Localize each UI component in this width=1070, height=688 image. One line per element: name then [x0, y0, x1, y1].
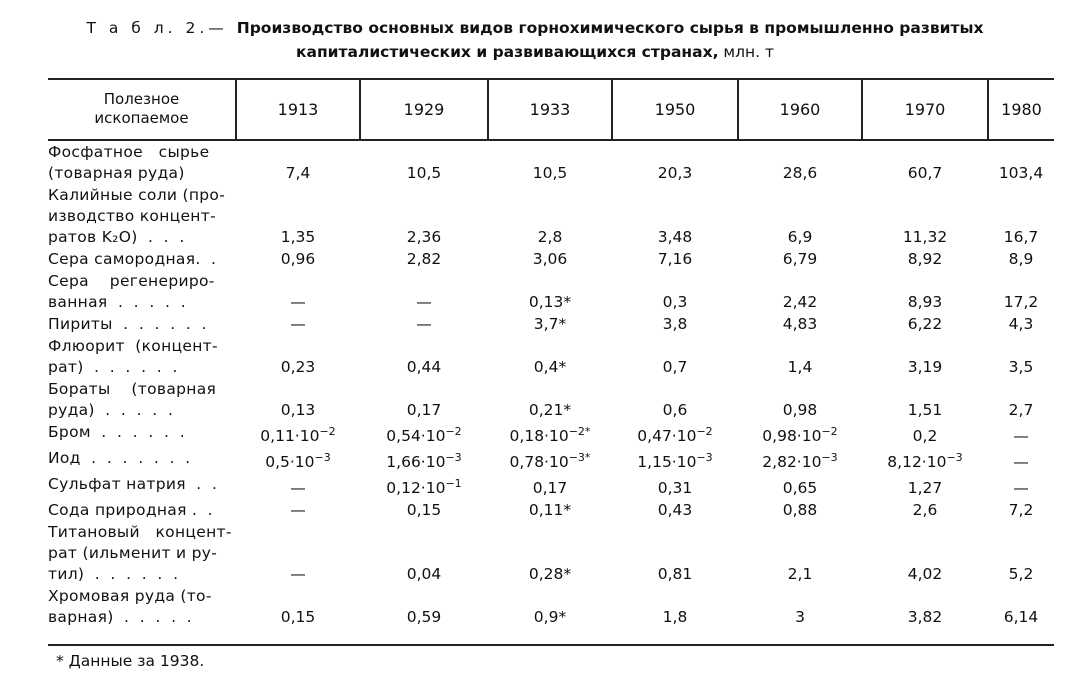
- caption-title-2: капиталистических и развивающихся странах,: [295, 43, 719, 61]
- value-cell: 3,48: [657, 228, 693, 246]
- mineral-name-line: варная) . . . . .: [48, 608, 192, 626]
- value-cell: 10,5: [406, 164, 442, 182]
- mineral-name: [48, 521, 236, 585]
- mineral-name-line: рат) . . . . . .: [48, 358, 178, 376]
- table-row: [48, 378, 1054, 421]
- column-header-year: 1913: [236, 79, 360, 140]
- mineral-name-line: Хромовая руда (то-: [48, 587, 212, 605]
- value-cell: 0,65: [782, 479, 818, 497]
- mineral-name-line: Сера самородная. .: [48, 250, 217, 268]
- value-cell: [738, 421, 862, 447]
- value-cell: 2,36: [406, 228, 442, 246]
- value-cell: 2,7: [1008, 401, 1034, 419]
- value-cell: —: [290, 479, 306, 497]
- value-cell: [488, 421, 612, 447]
- column-header-year: 1960: [738, 79, 862, 140]
- mineral-name-line: руда) . . . . .: [48, 401, 174, 419]
- value-cell: [862, 447, 988, 473]
- value-exponent: −3*: [568, 450, 591, 464]
- value-cell: 0,3: [662, 293, 688, 311]
- value-exponent: −3: [314, 450, 331, 464]
- value-cell: 1,8: [662, 608, 688, 626]
- value-cell: 0,88: [782, 501, 818, 519]
- value-cell: 0,7: [662, 358, 688, 376]
- value-cell: 3,7*: [533, 315, 567, 333]
- value-exponent: −3: [821, 450, 838, 464]
- caption-line-2: [0, 40, 1070, 64]
- value-cell: 103,4: [998, 164, 1044, 182]
- value-cell: 3,5: [1008, 358, 1034, 376]
- column-header-year: 1980: [988, 79, 1054, 140]
- value-cell: 0,13*: [528, 293, 572, 311]
- mineral-name: [48, 378, 236, 421]
- mineral-name: [48, 447, 236, 473]
- mineral-name-line: Титановый концент-: [48, 523, 232, 541]
- value-base: 0,54·10: [386, 427, 446, 445]
- value-cell: 4,83: [782, 315, 818, 333]
- column-header-year: 1970: [862, 79, 988, 140]
- value-cell: 2,8: [537, 228, 563, 246]
- mineral-name-line: ратов K₂O) . . .: [48, 228, 185, 246]
- column-header-line: Полезное: [103, 90, 180, 108]
- mineral-name: [48, 313, 236, 335]
- mineral-name: [48, 585, 236, 628]
- mineral-name-line: Пириты . . . . . .: [48, 315, 207, 333]
- value-cell: 7,4: [285, 164, 311, 182]
- mineral-name-line: Флюорит (концент-: [48, 337, 218, 355]
- value-cell: 20,3: [657, 164, 693, 182]
- value-cell: 60,7: [907, 164, 943, 182]
- value-cell: [612, 447, 738, 473]
- value-cell: 1,35: [280, 228, 316, 246]
- value-cell: 0,21*: [528, 401, 572, 419]
- table-row: [48, 313, 1054, 335]
- value-cell: 0,28*: [528, 565, 572, 583]
- value-cell: 0,13: [280, 401, 316, 419]
- value-cell: 1,4: [787, 358, 813, 376]
- value-cell: —: [1013, 427, 1029, 445]
- value-cell: —: [290, 565, 306, 583]
- mineral-name-line: Иод . . . . . . .: [48, 449, 191, 467]
- value-cell: —: [1013, 479, 1029, 497]
- value-cell: [360, 473, 488, 499]
- value-exponent: −2: [445, 424, 462, 438]
- value-base: 8,12·10: [887, 453, 947, 471]
- value-exponent: −3: [946, 450, 963, 464]
- value-cell: —: [416, 293, 432, 311]
- mineral-name-line: Калийные соли (про-: [48, 186, 226, 204]
- table-row: [48, 473, 1054, 499]
- table-row: [48, 140, 1054, 184]
- value-cell: —: [1013, 453, 1029, 471]
- value-cell: 0,43: [657, 501, 693, 519]
- mineral-name: [48, 473, 236, 499]
- value-cell: 0,4*: [533, 358, 567, 376]
- production-table: [48, 79, 1054, 628]
- value-cell: 2,82: [406, 250, 442, 268]
- table-row: [48, 421, 1054, 447]
- table-row: [48, 270, 1054, 313]
- mineral-name-line: (товарная руда): [48, 164, 185, 182]
- value-cell: 0,98: [782, 401, 818, 419]
- mineral-name: [48, 184, 236, 248]
- column-header-line: ископаемое: [94, 109, 189, 127]
- value-cell: [236, 421, 360, 447]
- mineral-name-line: Бром . . . . . .: [48, 423, 185, 441]
- caption-prefix: Т а б л. 2.—: [86, 19, 237, 37]
- caption-title-1: Производство основных видов горнохимического сырья в промышленно развитых: [236, 19, 984, 37]
- value-exponent: −2*: [568, 424, 591, 438]
- value-base: 0,47·10: [637, 427, 697, 445]
- table-caption: [0, 16, 1070, 64]
- value-base: 0,98·10: [762, 427, 822, 445]
- mineral-name: [48, 335, 236, 378]
- value-base: 0,12·10: [386, 479, 446, 497]
- mineral-name: [48, 499, 236, 521]
- value-cell: [360, 447, 488, 473]
- value-cell: 0,44: [406, 358, 442, 376]
- mineral-name: [48, 270, 236, 313]
- mineral-name-line: ванная . . . . .: [48, 293, 186, 311]
- value-cell: —: [290, 315, 306, 333]
- value-cell: 8,9: [1008, 250, 1034, 268]
- table-body: [48, 140, 1054, 628]
- value-cell: 0,9*: [533, 608, 567, 626]
- value-cell: 4,3: [1008, 315, 1034, 333]
- value-cell: 1,51: [907, 401, 943, 419]
- value-cell: 0,17: [406, 401, 442, 419]
- value-cell: —: [416, 315, 432, 333]
- table-row: [48, 335, 1054, 378]
- mineral-name-line: Бораты (товарная: [48, 380, 217, 398]
- value-cell: 0,23: [280, 358, 316, 376]
- value-cell: 8,92: [907, 250, 943, 268]
- value-cell: 6,14: [1003, 608, 1039, 626]
- value-cell: 0,59: [406, 608, 442, 626]
- mineral-name: [48, 140, 236, 184]
- value-cell: 3,8: [662, 315, 688, 333]
- value-cell: 10,5: [532, 164, 568, 182]
- value-exponent: −2: [821, 424, 838, 438]
- value-cell: 3,06: [532, 250, 568, 268]
- caption-unit: млн. т: [718, 43, 775, 61]
- table-row: [48, 499, 1054, 521]
- value-base: 0,11·10: [260, 427, 320, 445]
- column-header-mineral: [48, 79, 236, 140]
- mineral-name-line: Сера регенериро-: [48, 272, 215, 290]
- value-cell: [360, 421, 488, 447]
- table-header-row: [48, 79, 1054, 140]
- value-cell: 1,27: [907, 479, 943, 497]
- value-cell: 0,6: [662, 401, 688, 419]
- value-cell: 0,96: [280, 250, 316, 268]
- value-cell: 0,31: [657, 479, 693, 497]
- value-cell: 2,42: [782, 293, 818, 311]
- value-cell: [738, 447, 862, 473]
- value-exponent: −2: [696, 424, 713, 438]
- value-cell: 3: [795, 608, 805, 626]
- table-row: [48, 585, 1054, 628]
- value-base: 0,5·10: [265, 453, 315, 471]
- value-cell: 3,82: [907, 608, 943, 626]
- value-cell: [612, 421, 738, 447]
- value-cell: 16,7: [1003, 228, 1039, 246]
- value-cell: 11,32: [902, 228, 948, 246]
- column-header-year: 1929: [360, 79, 488, 140]
- table-row: [48, 521, 1054, 585]
- mineral-name: [48, 248, 236, 270]
- column-header-year: 1933: [488, 79, 612, 140]
- footnote: * Данные за 1938.: [56, 652, 205, 670]
- value-cell: [236, 447, 360, 473]
- value-cell: 7,2: [1008, 501, 1034, 519]
- value-cell: 0,2: [912, 427, 938, 445]
- value-base: 1,15·10: [637, 453, 697, 471]
- mineral-name-line: тил) . . . . . .: [48, 565, 179, 583]
- mineral-name: [48, 421, 236, 447]
- value-cell: 0,81: [657, 565, 693, 583]
- mineral-name-line: Фосфатное сырье: [48, 143, 210, 161]
- value-cell: 0,04: [406, 565, 442, 583]
- table-row: [48, 248, 1054, 270]
- value-cell: 5,2: [1008, 565, 1034, 583]
- value-cell: 8,93: [907, 293, 943, 311]
- value-cell: 0,15: [280, 608, 316, 626]
- value-base: 2,82·10: [762, 453, 822, 471]
- value-exponent: −2: [319, 424, 336, 438]
- value-cell: 4,02: [907, 565, 943, 583]
- value-cell: —: [290, 293, 306, 311]
- mineral-name-line: изводство концент-: [48, 207, 216, 225]
- column-header-year: 1950: [612, 79, 738, 140]
- value-exponent: −3: [696, 450, 713, 464]
- value-cell: 0,11*: [528, 501, 572, 519]
- value-cell: 7,16: [657, 250, 693, 268]
- value-cell: 28,6: [782, 164, 818, 182]
- value-cell: 0,15: [406, 501, 442, 519]
- table-row: [48, 447, 1054, 473]
- value-cell: 3,19: [907, 358, 943, 376]
- value-exponent: −3: [445, 450, 462, 464]
- mineral-name-line: Сода природная . .: [48, 501, 213, 519]
- value-base: 0,78·10: [509, 453, 569, 471]
- value-cell: 17,2: [1003, 293, 1039, 311]
- value-exponent: −1: [445, 476, 462, 490]
- value-cell: 6,22: [907, 315, 943, 333]
- mineral-name-line: Сульфат натрия . .: [48, 475, 218, 493]
- value-cell: 6,79: [782, 250, 818, 268]
- bottom-rule: [48, 644, 1054, 646]
- caption-line-1: [0, 16, 1070, 40]
- table-row: [48, 184, 1054, 248]
- value-cell: 2,1: [787, 565, 813, 583]
- value-cell: [488, 447, 612, 473]
- value-cell: 6,9: [787, 228, 813, 246]
- value-base: 1,66·10: [386, 453, 446, 471]
- value-cell: 2,6: [912, 501, 938, 519]
- value-base: 0,18·10: [509, 427, 569, 445]
- value-cell: —: [290, 501, 306, 519]
- value-cell: 0,17: [532, 479, 568, 497]
- mineral-name-line: рат (ильменит и ру-: [48, 544, 218, 562]
